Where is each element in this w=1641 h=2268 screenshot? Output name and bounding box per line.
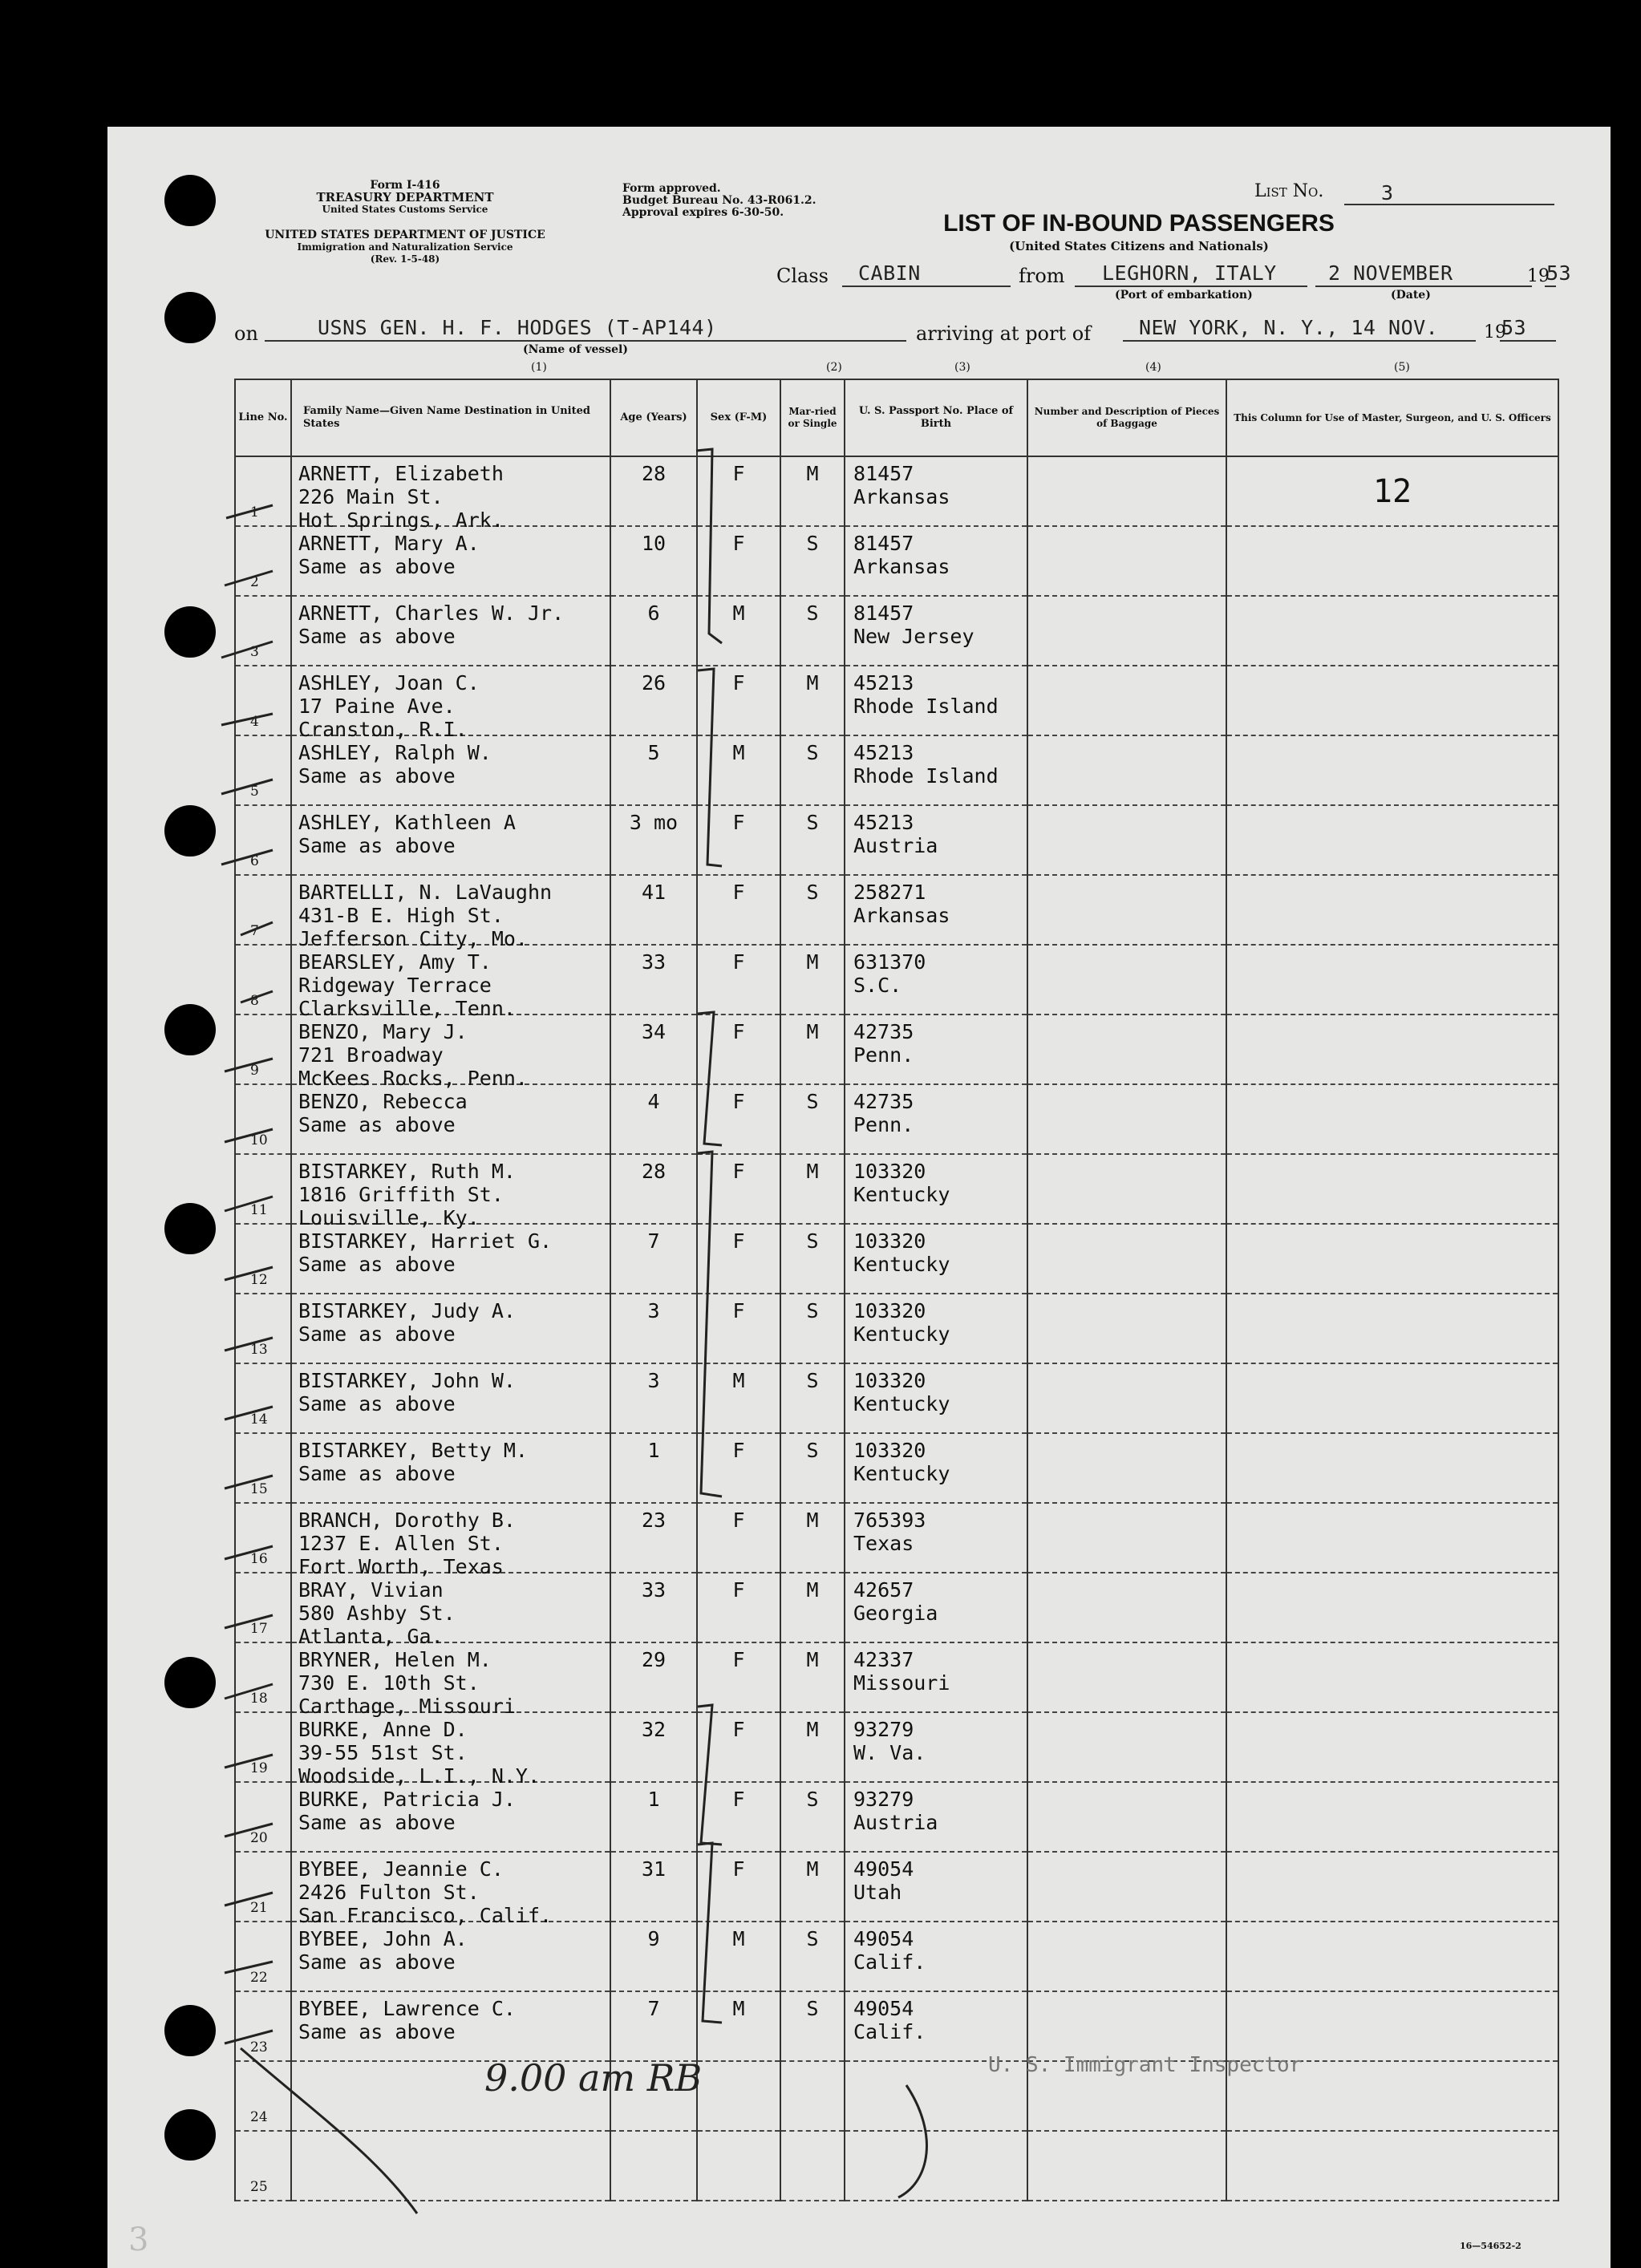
passport-birthplace: 103320 Kentucky <box>853 1160 950 1206</box>
passenger-age: 7 <box>647 1997 660 2020</box>
passenger-sex: F <box>732 1718 745 1741</box>
passenger-name-address: ASHLEY, Joan C. 17 Paine Ave. Cranston, R.I. <box>298 671 480 741</box>
passport-birthplace: 93279 W. Va. <box>853 1718 926 1764</box>
list-no-value: 3 <box>1381 181 1394 205</box>
marital-status: S <box>806 1439 819 1462</box>
form-number: Form I-416 <box>370 179 440 192</box>
passenger-name-address: BISTARKEY, Betty M. Same as above <box>298 1439 528 1485</box>
passenger-age: 1 <box>647 1439 660 1462</box>
line-number: 5 <box>250 784 259 800</box>
passport-birthplace: 42657 Georgia <box>853 1578 938 1625</box>
passenger-name-address: ARNETT, Mary A. Same as above <box>298 532 480 578</box>
passport-birthplace: 45213 Austria <box>853 811 938 857</box>
list-no-label: List No. <box>1254 181 1324 201</box>
passenger-sex: F <box>732 1578 745 1602</box>
line-number: 10 <box>250 1132 268 1148</box>
passport-birthplace: 42735 Penn. <box>853 1090 914 1136</box>
passenger-name-address: BISTARKEY, Ruth M. 1816 Griffith St. Louisville, Ky. <box>298 1160 516 1229</box>
passenger-age: 28 <box>641 1160 667 1183</box>
passenger-age: 34 <box>641 1020 667 1043</box>
passenger-name-address: BARTELLI, N. LaVaughn 431-B E. High St. Jefferson City, Mo. <box>298 881 553 950</box>
class-value: CABIN <box>858 261 921 285</box>
line-number: 17 <box>250 1621 268 1637</box>
passenger-age: 7 <box>647 1229 660 1253</box>
passenger-name-address: BISTARKEY, Harriet G. Same as above <box>298 1229 553 1276</box>
marital-status: S <box>806 1997 819 2020</box>
closing-signature-tail <box>898 2085 926 2197</box>
passport-birthplace: 42735 Penn. <box>853 1020 914 1067</box>
passenger-name-address: BISTARKEY, Judy A. Same as above <box>298 1299 516 1346</box>
marital-status: M <box>806 462 819 485</box>
line-number: 2 <box>250 574 259 590</box>
marital-status: M <box>806 1509 819 1532</box>
customs-service: United States Customs Service <box>322 204 488 215</box>
passenger-sex: M <box>732 1927 745 1950</box>
passport-birthplace: 81457 Arkansas <box>853 462 950 508</box>
passenger-sex: F <box>732 1509 745 1532</box>
line-number: 1 <box>250 504 259 520</box>
marital-status: M <box>806 1857 819 1881</box>
marital-status: M <box>806 950 819 974</box>
embark-caption: (Port of embarkation) <box>1115 289 1253 302</box>
passenger-sex: F <box>732 1020 745 1043</box>
corner-mark: 3 <box>128 2221 149 2258</box>
passenger-age: 28 <box>641 462 667 485</box>
passport-birthplace: 81457 New Jersey <box>853 601 974 648</box>
line-number: 16 <box>250 1551 268 1567</box>
revision: (Rev. 1-5-48) <box>370 253 440 265</box>
year-2: 53 <box>1501 316 1527 339</box>
passenger-name-address: ARNETT, Charles W. Jr. Same as above <box>298 601 565 648</box>
passenger-age: 3 mo <box>629 811 679 834</box>
passenger-sex: F <box>732 950 745 974</box>
header-name: Family Name—Given Name Destination in United States <box>291 379 610 456</box>
passenger-age: 41 <box>641 881 667 904</box>
justice-dept: UNITED STATES DEPARTMENT OF JUSTICE <box>265 229 545 241</box>
passport-birthplace: 45213 Rhode Island <box>853 741 999 788</box>
passport-birthplace: 103320 Kentucky <box>853 1299 950 1346</box>
passenger-sex: F <box>732 881 745 904</box>
passenger-age: 26 <box>641 671 667 695</box>
port-of-embarkation: LEGHORN, ITALY <box>1102 261 1277 285</box>
passenger-name-address: BRYNER, Helen M. 730 E. 10th St. Carthage, Missouri <box>298 1648 516 1718</box>
header-officers: This Column for Use of Master, Surgeon, and U. S. Officers <box>1226 379 1558 456</box>
vessel-caption: (Name of vessel) <box>523 343 628 356</box>
passenger-name-address: BISTARKEY, John W. Same as above <box>298 1369 516 1415</box>
passenger-age: 33 <box>641 950 667 974</box>
marital-status: S <box>806 601 819 625</box>
form-approved: Form approved. <box>622 182 721 195</box>
passenger-age: 3 <box>647 1369 660 1392</box>
passenger-sex: M <box>732 601 745 625</box>
marital-status: M <box>806 1578 819 1602</box>
passenger-sex: F <box>732 811 745 834</box>
passenger-age: 1 <box>647 1788 660 1811</box>
passenger-name-address: BEARSLEY, Amy T. Ridgeway Terrace Clarksville, Tenn. <box>298 950 516 1020</box>
treasury-dept: TREASURY DEPARTMENT <box>316 190 494 205</box>
embark-date: 2 NOVEMBER <box>1328 261 1453 285</box>
marital-status: S <box>806 1927 819 1950</box>
passenger-age: 33 <box>641 1578 667 1602</box>
year-prefix-2: 19 <box>1484 322 1506 342</box>
passenger-name-address: BURKE, Anne D. 39-55 51st St. Woodside, L.I., N.Y. <box>298 1718 541 1788</box>
passport-birthplace: 631370 S.C. <box>853 950 926 997</box>
passport-birthplace: 103320 Kentucky <box>853 1439 950 1485</box>
marital-status: S <box>806 1299 819 1322</box>
passport-birthplace: 45213 Rhode Island <box>853 671 999 718</box>
inspector-stamp: U. S. Immigrant Inspector <box>988 2053 1303 2077</box>
passenger-sex: F <box>732 1857 745 1881</box>
passport-birthplace: 93279 Austria <box>853 1788 938 1834</box>
marital-status: S <box>806 1369 819 1392</box>
marital-status: S <box>806 811 819 834</box>
passenger-name-address: ARNETT, Elizabeth 226 Main St. Hot Springs, Ark. <box>298 462 504 532</box>
line-number: 18 <box>250 1691 268 1707</box>
budget-bureau: Budget Bureau No. 43-R061.2. <box>622 194 816 207</box>
marital-status: M <box>806 1020 819 1043</box>
passenger-age: 23 <box>641 1509 667 1532</box>
passport-birthplace: 258271 Arkansas <box>853 881 950 927</box>
marital-status: M <box>806 1648 819 1671</box>
marital-status: S <box>806 881 819 904</box>
passport-birthplace: 103320 Kentucky <box>853 1229 950 1276</box>
header-age: Age (Years) <box>610 379 697 456</box>
footer-code: 16—54652-2 <box>1460 2241 1521 2251</box>
line-number: 15 <box>250 1481 268 1497</box>
header-passport: U. S. Passport No. Place of Birth <box>845 379 1027 456</box>
line-number: 8 <box>250 993 259 1009</box>
marital-status: S <box>806 741 819 764</box>
passenger-sex: F <box>732 671 745 695</box>
passport-birthplace: 42337 Missouri <box>853 1648 950 1695</box>
passport-birthplace: 49054 Calif. <box>853 1997 926 2043</box>
passenger-sex: F <box>732 1229 745 1253</box>
line-number: 12 <box>250 1272 268 1288</box>
line-number: 7 <box>250 923 259 939</box>
passenger-sex: F <box>732 462 745 485</box>
passenger-sex: M <box>732 741 745 764</box>
from-label: from <box>1019 265 1065 287</box>
passenger-name-address: BRANCH, Dorothy B. 1237 E. Allen St. Fort Worth, Texas <box>298 1509 516 1578</box>
col-ref-4: (4) <box>1145 361 1161 374</box>
page-subtitle: (United States Citizens and Nationals) <box>1009 239 1269 253</box>
marital-status: S <box>806 1090 819 1113</box>
passenger-name-address: BYBEE, Jeannie C. 2426 Fulton St. San Francisco, Calif. <box>298 1857 553 1927</box>
passenger-tick-marks <box>221 505 273 2043</box>
passenger-age: 32 <box>641 1718 667 1741</box>
ins-service: Immigration and Naturalization Service <box>297 241 513 253</box>
marital-status: S <box>806 532 819 555</box>
closing-handwritten-note: 9.00 am RB <box>484 2056 703 2100</box>
arrival-port: NEW YORK, N. Y., 14 NOV. <box>1139 316 1439 339</box>
marital-status: M <box>806 1160 819 1183</box>
passenger-age: 3 <box>647 1299 660 1322</box>
passenger-age: 9 <box>647 1927 660 1950</box>
passenger-sex: F <box>732 1648 745 1671</box>
passenger-sex: F <box>732 532 745 555</box>
header-baggage: Number and Description of Pieces of Baggage <box>1027 379 1226 456</box>
passenger-name-address: BENZO, Mary J. 721 Broadway McKees Rocks, Penn. <box>298 1020 528 1090</box>
line-number: 23 <box>250 2039 268 2055</box>
passenger-name-address: BYBEE, Lawrence C. Same as above <box>298 1997 516 2043</box>
passenger-name-address: ASHLEY, Ralph W. Same as above <box>298 741 492 788</box>
passenger-sex: M <box>732 1369 745 1392</box>
passenger-age: 10 <box>641 532 667 555</box>
line-number: 4 <box>250 714 259 730</box>
passenger-name-address: BYBEE, John A. Same as above <box>298 1927 468 1974</box>
passenger-age: 31 <box>641 1857 667 1881</box>
line-number: 9 <box>250 1063 259 1079</box>
header-line-no: Line No. <box>235 379 291 456</box>
line-number: 24 <box>250 2109 268 2125</box>
col-ref-2: (2) <box>826 361 842 374</box>
line-number: 3 <box>250 644 259 660</box>
year-prefix-1: 19 <box>1527 266 1550 286</box>
class-label: Class <box>776 265 829 287</box>
passport-birthplace: 49054 Utah <box>853 1857 914 1904</box>
passport-birthplace: 103320 Kentucky <box>853 1369 950 1415</box>
passport-birthplace: 765393 Texas <box>853 1509 926 1555</box>
passenger-sex: F <box>732 1090 745 1113</box>
passenger-name-address: BURKE, Patricia J. Same as above <box>298 1788 516 1834</box>
passenger-age: 4 <box>647 1090 660 1113</box>
passenger-sex: F <box>732 1299 745 1322</box>
on-label: on <box>234 322 258 345</box>
marital-status: S <box>806 1788 819 1811</box>
passenger-age: 29 <box>641 1648 667 1671</box>
passenger-name-address: ASHLEY, Kathleen A Same as above <box>298 811 516 857</box>
passenger-sex: F <box>732 1160 745 1183</box>
line-number: 20 <box>250 1830 268 1846</box>
col-ref-1: (1) <box>531 361 547 374</box>
passenger-sex: M <box>732 1997 745 2020</box>
line-number: 11 <box>250 1202 268 1218</box>
closing-stroke <box>241 2048 417 2213</box>
date-caption: (Date) <box>1391 289 1431 302</box>
line-number: 21 <box>250 1900 268 1916</box>
header-married: Mar-ried or Single <box>780 379 845 456</box>
line-number: 13 <box>250 1342 268 1358</box>
page-title: LIST OF IN-BOUND PASSENGERS <box>943 210 1335 237</box>
passport-birthplace: 49054 Calif. <box>853 1927 926 1974</box>
line-number: 6 <box>250 853 259 869</box>
passenger-sex: F <box>732 1439 745 1462</box>
passenger-age: 6 <box>647 601 660 625</box>
officer-note: 12 <box>1372 473 1412 510</box>
marital-status: M <box>806 671 819 695</box>
marital-status: M <box>806 1718 819 1741</box>
year-1: 53 <box>1546 261 1572 285</box>
family-brackets <box>696 449 722 2023</box>
line-number: 22 <box>250 1970 268 1986</box>
line-number: 25 <box>250 2179 268 2195</box>
arriving-label: arriving at port of <box>916 322 1092 345</box>
passenger-age: 5 <box>647 741 660 764</box>
header-sex: Sex (F-M) <box>697 379 780 456</box>
line-number: 19 <box>250 1760 268 1776</box>
approval-expiry: Approval expires 6-30-50. <box>622 206 784 219</box>
line-number: 14 <box>250 1411 268 1428</box>
passenger-name-address: BENZO, Rebecca Same as above <box>298 1090 468 1136</box>
passport-birthplace: 81457 Arkansas <box>853 532 950 578</box>
vessel-name: USNS GEN. H. F. HODGES (T-AP144) <box>318 316 717 339</box>
passenger-name-address: BRAY, Vivian 580 Ashby St. Atlanta, Ga. <box>298 1578 456 1648</box>
col-ref-3: (3) <box>954 361 970 374</box>
marital-status: S <box>806 1229 819 1253</box>
col-ref-5: (5) <box>1394 361 1410 374</box>
passenger-sex: F <box>732 1788 745 1811</box>
